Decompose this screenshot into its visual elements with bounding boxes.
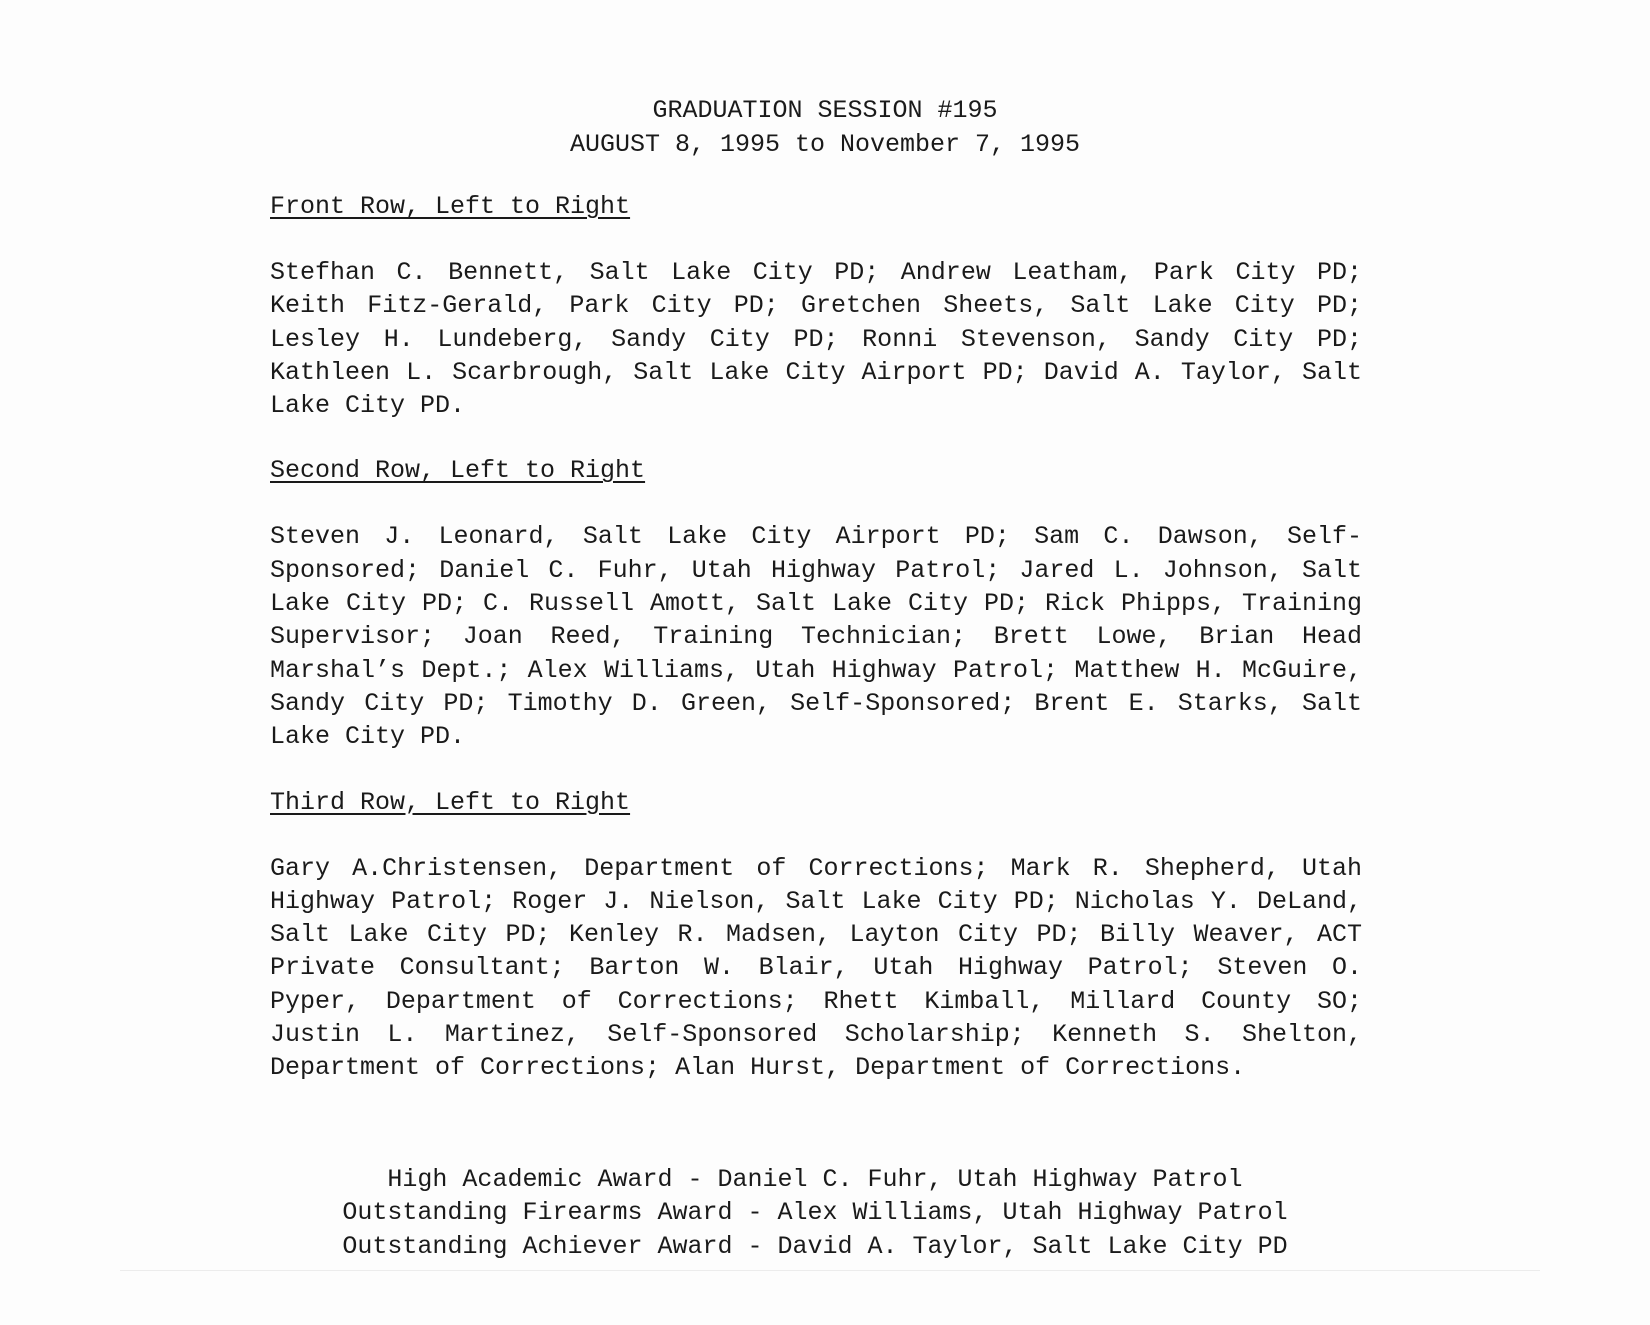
document-body (270, 190, 1362, 1117)
section-heading: Second Row, Left to Right (270, 456, 646, 486)
session-dates: AUGUST 8, 1995 to November 7, 1995 (569, 130, 1081, 159)
document-header (0, 94, 1650, 162)
award-high-academic: High Academic Award - Daniel C. Fuhr, Utah Highway Patrol (387, 1165, 1243, 1194)
section-third-row (270, 786, 1362, 1085)
awards-list (0, 1163, 1630, 1263)
section-heading: Front Row, Left to Right (270, 192, 631, 221)
scan-edge-line (120, 1270, 1540, 1271)
section-heading: Third Row, Left to Right (270, 787, 631, 817)
section-front-row (270, 190, 1362, 422)
section-names: Stefhan C. Bennett, Salt Lake City PD; Andrew Leatham, Park City PD; Keith Fitz-Gerald, Park City PD; Gretchen Sheets, Salt Lake City PD; Lesley H. Lundeberg, Sandy City PD; Ronni Stevenson, Sandy City PD; Kathleen L. Scarbrough, Salt Lake City Airport PD; David A. Taylor, Salt Lake City PD. (270, 258, 1362, 421)
document-title: GRADUATION SESSION #195 (652, 96, 998, 125)
section-second-row (270, 454, 1362, 753)
award-outstanding-achiever: Outstanding Achiever Award - David A. Taylor, Salt Lake City PD (342, 1231, 1288, 1261)
section-names: Steven J. Leonard, Salt Lake City Airport PD; Sam C. Dawson, Self-Sponsored; Daniel C. Fuhr, Utah Highway Patrol; Jared L. Johnson, Salt Lake City PD; C. Russell Amott, Salt Lake City PD; Rick Phipps, Training Supervisor; Joan Reed, Training Technician; Brett Lowe, Brian Head Marshal’s Dept.; Alex Williams, Utah Highway Patrol; Matthew H. McGuire, Sandy City PD; Timothy D. Green, Self-Sponsored; Brent E. Starks, Salt Lake City PD. (270, 522, 1362, 752)
section-names: Gary A.Christensen, Department of Corrections; Mark R. Shepherd, Utah Highway Patrol; Roger J. Nielson, Salt Lake City PD; Nicholas Y. DeLand, Salt Lake City PD; Kenley R. Madsen, Layton City PD; Billy Weaver, ACT Private Consultant; Barton W. Blair, Utah Highway Patrol; Steven O. Pyper, Department of Corrections; Rhett Kimball, Millard County SO; Justin L. Martinez, Self-Sponsored Scholarship; Kenneth S. Shelton, Department of Corrections; Alan Hurst, Department of Corrections. (270, 853, 1362, 1083)
award-outstanding-firearms: Outstanding Firearms Award - Alex Williams, Utah Highway Patrol (342, 1198, 1288, 1228)
